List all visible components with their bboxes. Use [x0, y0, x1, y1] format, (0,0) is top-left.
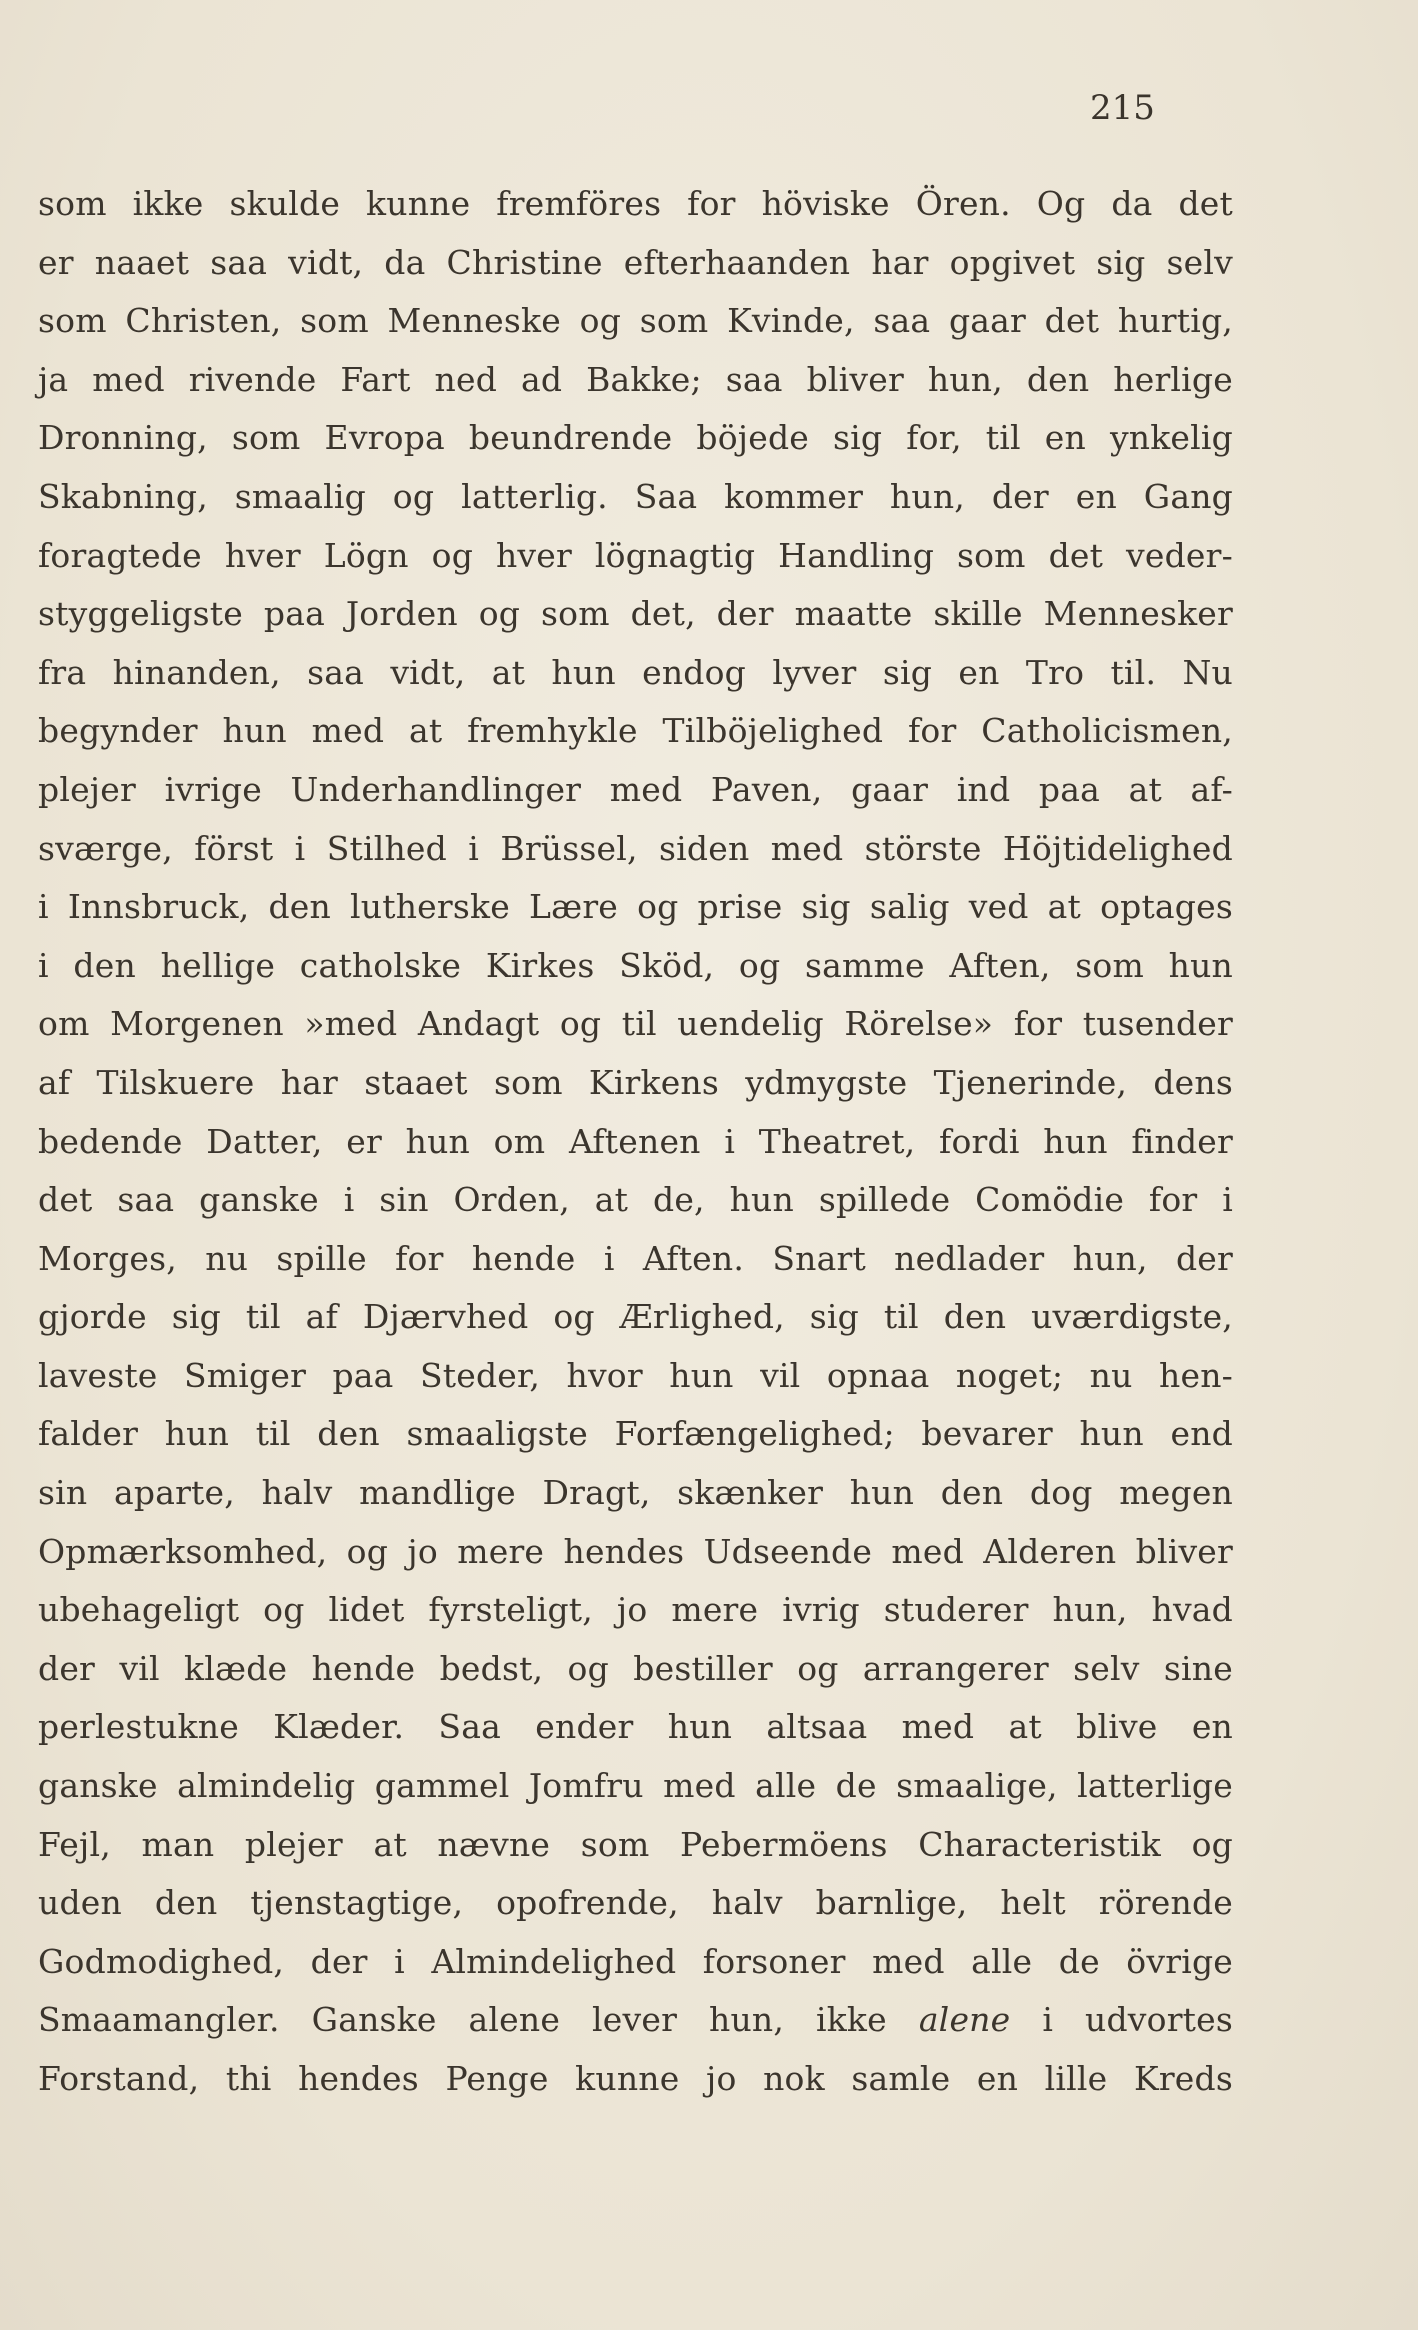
- page-number: 215: [1090, 88, 1155, 128]
- text-line: ubehageligt og lidet fyrsteligt, jo mere ivrig studerer hun, hvad: [38, 1590, 1233, 1630]
- text-line: perlestukne Klæder. Saa ender hun altsaa med at blive en: [38, 1707, 1233, 1747]
- text-line: er naaet saa vidt, da Christine efterhaanden har opgivet sig selv: [38, 242, 1233, 282]
- text-line: ja med rivende Fart ned ad Bakke; saa bliver hun, den herlige: [38, 359, 1233, 399]
- text-line: Dronning, som Evropa beundrende böjede sig for, til en ynkelig: [38, 418, 1233, 458]
- text-line: sin aparte, halv mandlige Dragt, skænker hun den dog megen: [38, 1473, 1233, 1513]
- text-line: Skabning, smaalig og latterlig. Saa kommer hun, der en Gang: [38, 476, 1233, 516]
- text-line: som ikke skulde kunne fremföres for höviske Ören. Og da det: [38, 184, 1233, 223]
- text-line: sværge, först i Stilhed i Brüssel, siden med störste Höjtidelighed: [38, 828, 1233, 868]
- italic-word: alene: [918, 2000, 1011, 2040]
- text-line: om Morgenen »med Andagt og til uendelig Rörelse» for tusender: [38, 1004, 1233, 1044]
- text-line: uden den tjenstagtige, opofrende, halv barnlige, helt rörende: [38, 1883, 1233, 1923]
- text-line: Opmærksomhed, og jo mere hendes Udseende med Alderen bliver: [38, 1531, 1233, 1571]
- text-line: i den hellige catholske Kirkes Sköd, og samme Aften, som hun: [38, 945, 1233, 985]
- text-line: det saa ganske i sin Orden, at de, hun spillede Comödie for i: [38, 1180, 1233, 1220]
- body-text: [38, 175, 1233, 2109]
- text-line: Morges, nu spille for hende i Aften. Snart nedlader hun, der: [38, 1238, 1233, 1278]
- text-line: Fejl, man plejer at nævne som Pebermöens Characteristik og: [38, 1824, 1233, 1864]
- text-line-with-italic: [38, 1991, 1233, 2050]
- text-line: gjorde sig til af Djærvhed og Ærlighed, sig til den uværdigste,: [38, 1297, 1233, 1337]
- text-line: foragtede hver Lögn og hver lögnagtig Handling som det veder-: [38, 535, 1233, 575]
- text-line: plejer ivrige Underhandlinger med Paven, gaar ind paa at af-: [38, 769, 1233, 809]
- text-segment: Smaamangler. Ganske alene lever hun, ikke: [38, 2000, 887, 2040]
- text-line: der vil klæde hende bedst, og bestiller og arrangerer selv sine: [38, 1648, 1233, 1688]
- text-line: fra hinanden, saa vidt, at hun endog lyver sig en Tro til. Nu: [38, 652, 1233, 692]
- text-line: af Tilskuere har staaet som Kirkens ydmygste Tjenerinde, dens: [38, 1062, 1233, 1102]
- text-line: i Innsbruck, den lutherske Lære og prise sig salig ved at optages: [38, 887, 1233, 927]
- text-line: Forstand, thi hendes Penge kunne jo nok samle en lille Kreds: [38, 2059, 1233, 2098]
- text-line: ganske almindelig gammel Jomfru med alle de smaalige, latterlige: [38, 1766, 1233, 1806]
- text-line: begynder hun med at fremhykle Tilböjelighed for Catholicismen,: [38, 711, 1233, 751]
- text-line: Godmodighed, der i Almindelighed forsoner med alle de övrige: [38, 1941, 1233, 1981]
- text-line: som Christen, som Menneske og som Kvinde, saa gaar det hurtig,: [38, 301, 1233, 341]
- text-line: falder hun til den smaaligste Forfængelighed; bevarer hun end: [38, 1414, 1233, 1454]
- text-line: bedende Datter, er hun om Aftenen i Theatret, fordi hun finder: [38, 1121, 1233, 1161]
- text-line: laveste Smiger paa Steder, hvor hun vil opnaa noget; nu hen-: [38, 1355, 1233, 1395]
- text-segment: i udvortes: [1042, 2000, 1233, 2040]
- text-line: styggeligste paa Jorden og som det, der maatte skille Mennesker: [38, 594, 1233, 634]
